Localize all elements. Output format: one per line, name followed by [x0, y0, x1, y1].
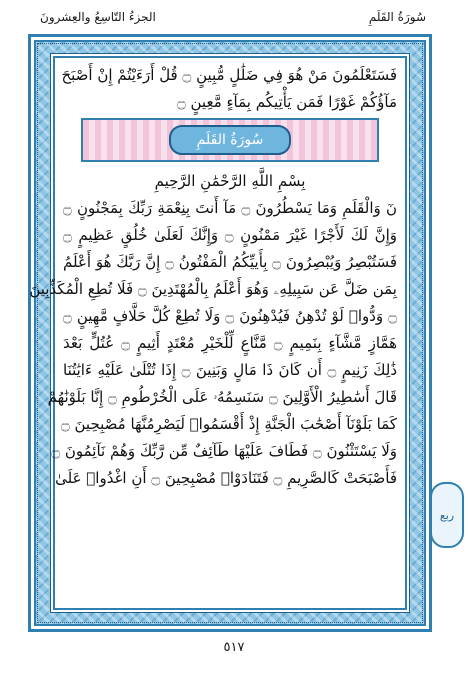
verse-line: وَإِنَّ لَكَ لَأَجْرًا غَيْرَ مَمْنُونٍ ۝ وَإِنَّكَ لَعَلَىٰ خُلُقٍ عَظِيمٍ ۝ [63, 226, 397, 244]
basmala: بِسْمِ اللَّهِ الرَّحْمَٰنِ الرَّحِيمِ [154, 172, 306, 190]
verse-lines [29, 62, 398, 492]
juz-name-header: الجزءُ التّاسِعُ والعِشرونَ [40, 10, 156, 24]
rub-margin-marker: ربع [430, 482, 464, 548]
verse-line: بِمَن ضَلَّ عَن سَبِيلِهِۦ وَهُوَ أَعْلَمُ بِالْمُهْتَدِينَ ۝ فَلَا تُطِعِ الْمُكَذِّبِينَ [29, 280, 397, 298]
page-frame [28, 34, 432, 632]
verse-line: فَسَتَعْلَمُونَ مَنْ هُوَ فِي ضَلَٰلٍ مُّبِينٍ ۝ قُلْ أَرَءَيْتُمْ إِنْ أَصْبَحَ [61, 66, 397, 84]
verse-line: ذَٰلِكَ زَنِيمٍ ۝ أَن كَانَ ذَا مَالٍ وَبَنِينَ ۝ إِذَا تُتْلَىٰ عَلَيْهِ ءَايَٰتُنَا [63, 361, 398, 379]
verse-line: وَلَا يَسْتَثْنُونَ ۝ فَطَافَ عَلَيْهَا طَآئِفٌ مِّن رَّبِّكَ وَهُمْ نَآئِمُونَ ۝ [51, 442, 397, 460]
surah-name-header: سُورَةُ القَلَمِ [368, 10, 426, 24]
surah-title: سُورَةُ القَلَمِ [169, 125, 291, 155]
page-number: ٥١٧ [223, 640, 245, 655]
surah-title-banner [81, 118, 379, 162]
text-area [29, 56, 407, 610]
verse-line: هَمَّازٍ مَّشَّآءٍ بِنَمِيمٍ ۝ مَّنَّاعٍ لِّلْخَيْرِ مُعْتَدٍ أَثِيمٍ ۝ عُتُلٍّ بَعْدَ [63, 334, 397, 352]
verse-line: فَأَصْبَحَتْ كَالصَّرِيمِ ۝ فَتَنَادَوْا۟ مُصْبِحِينَ ۝ أَنِ اغْدُوا۟ عَلَىٰ [55, 469, 397, 487]
verse-line: قَالَ أَسَٰطِيرُ الْأَوَّلِينَ ۝ سَنَسِمُهُۥ عَلَى الْخُرْطُومِ ۝ إِنَّا بَلَوْنَٰهُمْ [47, 388, 397, 406]
verse-line: ۝ وَدُّوا۟ لَوْ تُدْهِنُ فَيُدْهِنُونَ ۝ وَلَا تُطِعْ كُلَّ حَلَّافٍ مَّهِينٍ ۝ [63, 307, 397, 325]
verse-line: فَسَتُبْصِرُ وَيُبْصِرُونَ ۝ بِأَييِّكُمُ الْمَفْتُونُ ۝ إِنَّ رَبَّكَ هُوَ أَعْلَمُ [63, 253, 398, 271]
verse-line: نٓ وَالْقَلَمِ وَمَا يَسْطُرُونَ ۝ مَآ أَنتَ بِنِعْمَةِ رَبِّكَ بِمَجْنُونٍ ۝ [63, 199, 397, 217]
verse-line: مَآؤُكُمْ غَوْرًا فَمَن يَأْتِيكُم بِمَآءٍ مَّعِينٍ ۝ [176, 93, 397, 111]
verse-line: كَمَا بَلَوْنَآ أَصْحَٰبَ الْجَنَّةِ إِذْ أَقْسَمُوا۟ لَيَصْرِمُنَّهَا مُصْبِحِينَ ۝ [60, 415, 397, 433]
